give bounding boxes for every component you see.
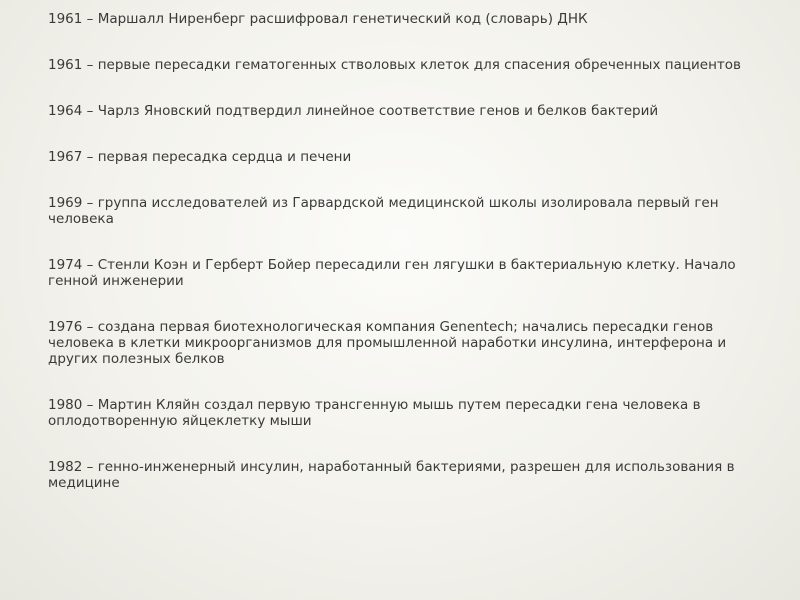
timeline-entry-1961-genetic-code: 1961 – Маршалл Ниренберг расшифровал генетический код (словарь) ДНК xyxy=(48,11,588,27)
timeline-entry-1961-stem-cell-transplant: 1961 – первые пересадки гематогенных стволовых клеток для спасения обреченных пациентов xyxy=(48,57,742,73)
timeline-entry-1964-gene-protein: 1964 – Чарлз Яновский подтвердил линейное соответствие генов и белков бактерий xyxy=(48,103,659,119)
timeline-entry-1974-genetic-engineering: 1974 – Стенли Коэн и Герберт Бойер пересадили ген лягушки в бактериальную клетку. Начало генной инженерии xyxy=(48,257,736,289)
timeline-entry-1980-transgenic-mouse: 1980 – Мартин Кляйн создал первую трансгенную мышь путем пересадки гена человека в оплодотворенную яйцеклетку мыши xyxy=(48,397,701,429)
timeline-entry-1976-genentech: 1976 – создана первая биотехнологическая компания Genentech; начались пересадки генов человека в клетки микроорганизмов для промышленной наработки инсулина, интерферона и других полезных белков xyxy=(48,319,727,367)
timeline-entry-1967-heart-liver-transplant: 1967 – первая пересадка сердца и печени xyxy=(48,149,352,165)
timeline-entry-1982-insulin: 1982 – генно-инженерный инсулин, наработанный бактериями, разрешен для использования в медицине xyxy=(48,459,735,491)
timeline-list xyxy=(48,11,760,491)
timeline-entry-1969-human-gene-isolated: 1969 – группа исследователей из Гарвардской медицинской школы изолировала первый ген человека xyxy=(48,195,719,227)
